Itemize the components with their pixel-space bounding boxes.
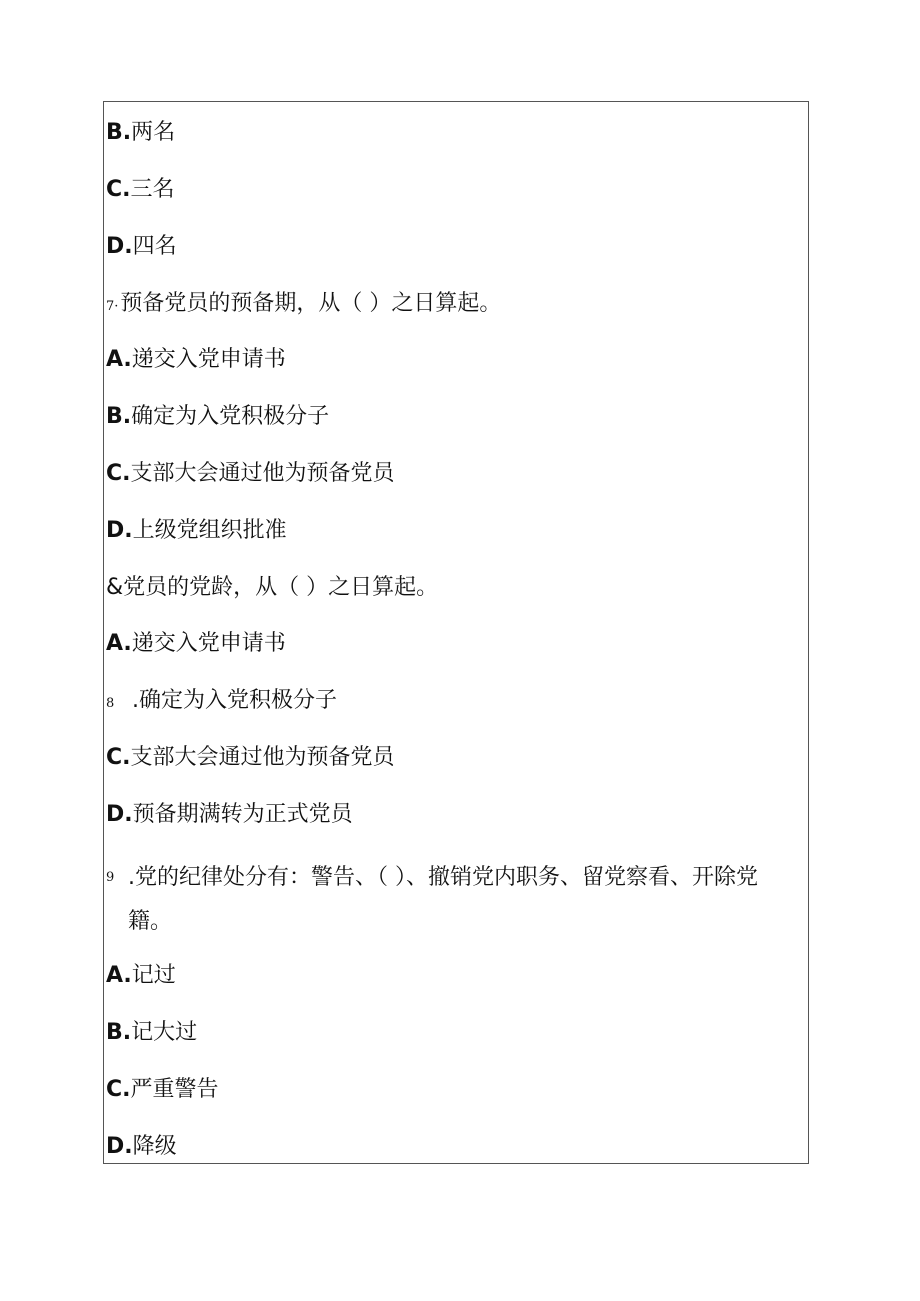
- q8-option-c: [106, 743, 395, 773]
- q9-option-b: [106, 1018, 197, 1048]
- option-text: 四名: [132, 234, 177, 259]
- q8-option-b: [106, 686, 337, 719]
- q9-option-d: [106, 1132, 177, 1162]
- question-number: 9: [106, 870, 115, 885]
- option-letter: B.: [106, 404, 132, 429]
- option-letter: A.: [106, 347, 132, 372]
- q8-option-a: [106, 629, 286, 659]
- q8-question: [106, 573, 438, 603]
- option-text: 支部大会通过他为预备党员: [130, 461, 395, 486]
- question-text-line1: .党的纪律处分有：警告、（ ）、撤销党内职务、留党察看、开除党: [128, 865, 758, 890]
- option-text: 严重警告: [130, 1077, 219, 1102]
- q7-option-d: [106, 516, 287, 546]
- q9-option-c: [106, 1075, 219, 1105]
- question-text: 预备党员的预备期，从（ ）之日算起。: [120, 291, 502, 316]
- q7-option-b: [106, 402, 329, 432]
- option-text: 递交入党申请书: [131, 347, 286, 372]
- option-letter: C.: [106, 745, 131, 770]
- q9-question: [106, 856, 806, 944]
- q8-option-d: [106, 800, 353, 830]
- option-letter: B.: [106, 1020, 132, 1045]
- option-text: 记过: [131, 963, 176, 988]
- q6-option-b: [106, 118, 175, 148]
- option-letter: C.: [106, 177, 131, 202]
- option-text: 两名: [131, 120, 176, 145]
- option-letter: D.: [106, 802, 133, 827]
- option-letter: C.: [106, 1077, 131, 1102]
- q6-option-c: [106, 175, 175, 205]
- option-text: 确定为入党积极分子: [131, 404, 330, 429]
- q6-option-d: [106, 232, 177, 262]
- option-letter: B.: [106, 120, 132, 145]
- option-text: 递交入党申请书: [131, 631, 286, 656]
- option-letter: A.: [106, 963, 132, 988]
- option-text: 三名: [130, 177, 175, 202]
- q7-option-c: [106, 459, 395, 489]
- q7-question: [106, 289, 501, 322]
- question-number: 7·: [106, 299, 119, 314]
- option-letter: D.: [106, 1134, 133, 1159]
- option-text: .确定为入党积极分子: [132, 688, 337, 713]
- q7-option-a: [106, 345, 286, 375]
- option-letter: A.: [106, 631, 132, 656]
- question-text-block: [128, 856, 804, 900]
- option-text: 记大过: [131, 1020, 198, 1045]
- option-text: 降级: [132, 1134, 177, 1159]
- q9-option-a: [106, 961, 176, 991]
- option-letter: D.: [106, 518, 133, 543]
- option-letter: C.: [106, 461, 131, 486]
- option-letter: 8: [106, 696, 115, 711]
- option-text: 支部大会通过他为预备党员: [130, 745, 395, 770]
- question-text: &党员的党龄，从（ ）之日算起。: [106, 575, 439, 600]
- option-text: 预备期满转为正式党员: [132, 802, 353, 827]
- question-text-line2: 籍。: [128, 909, 173, 934]
- option-letter: D.: [106, 234, 133, 259]
- option-text: 上级党组织批准: [132, 518, 287, 543]
